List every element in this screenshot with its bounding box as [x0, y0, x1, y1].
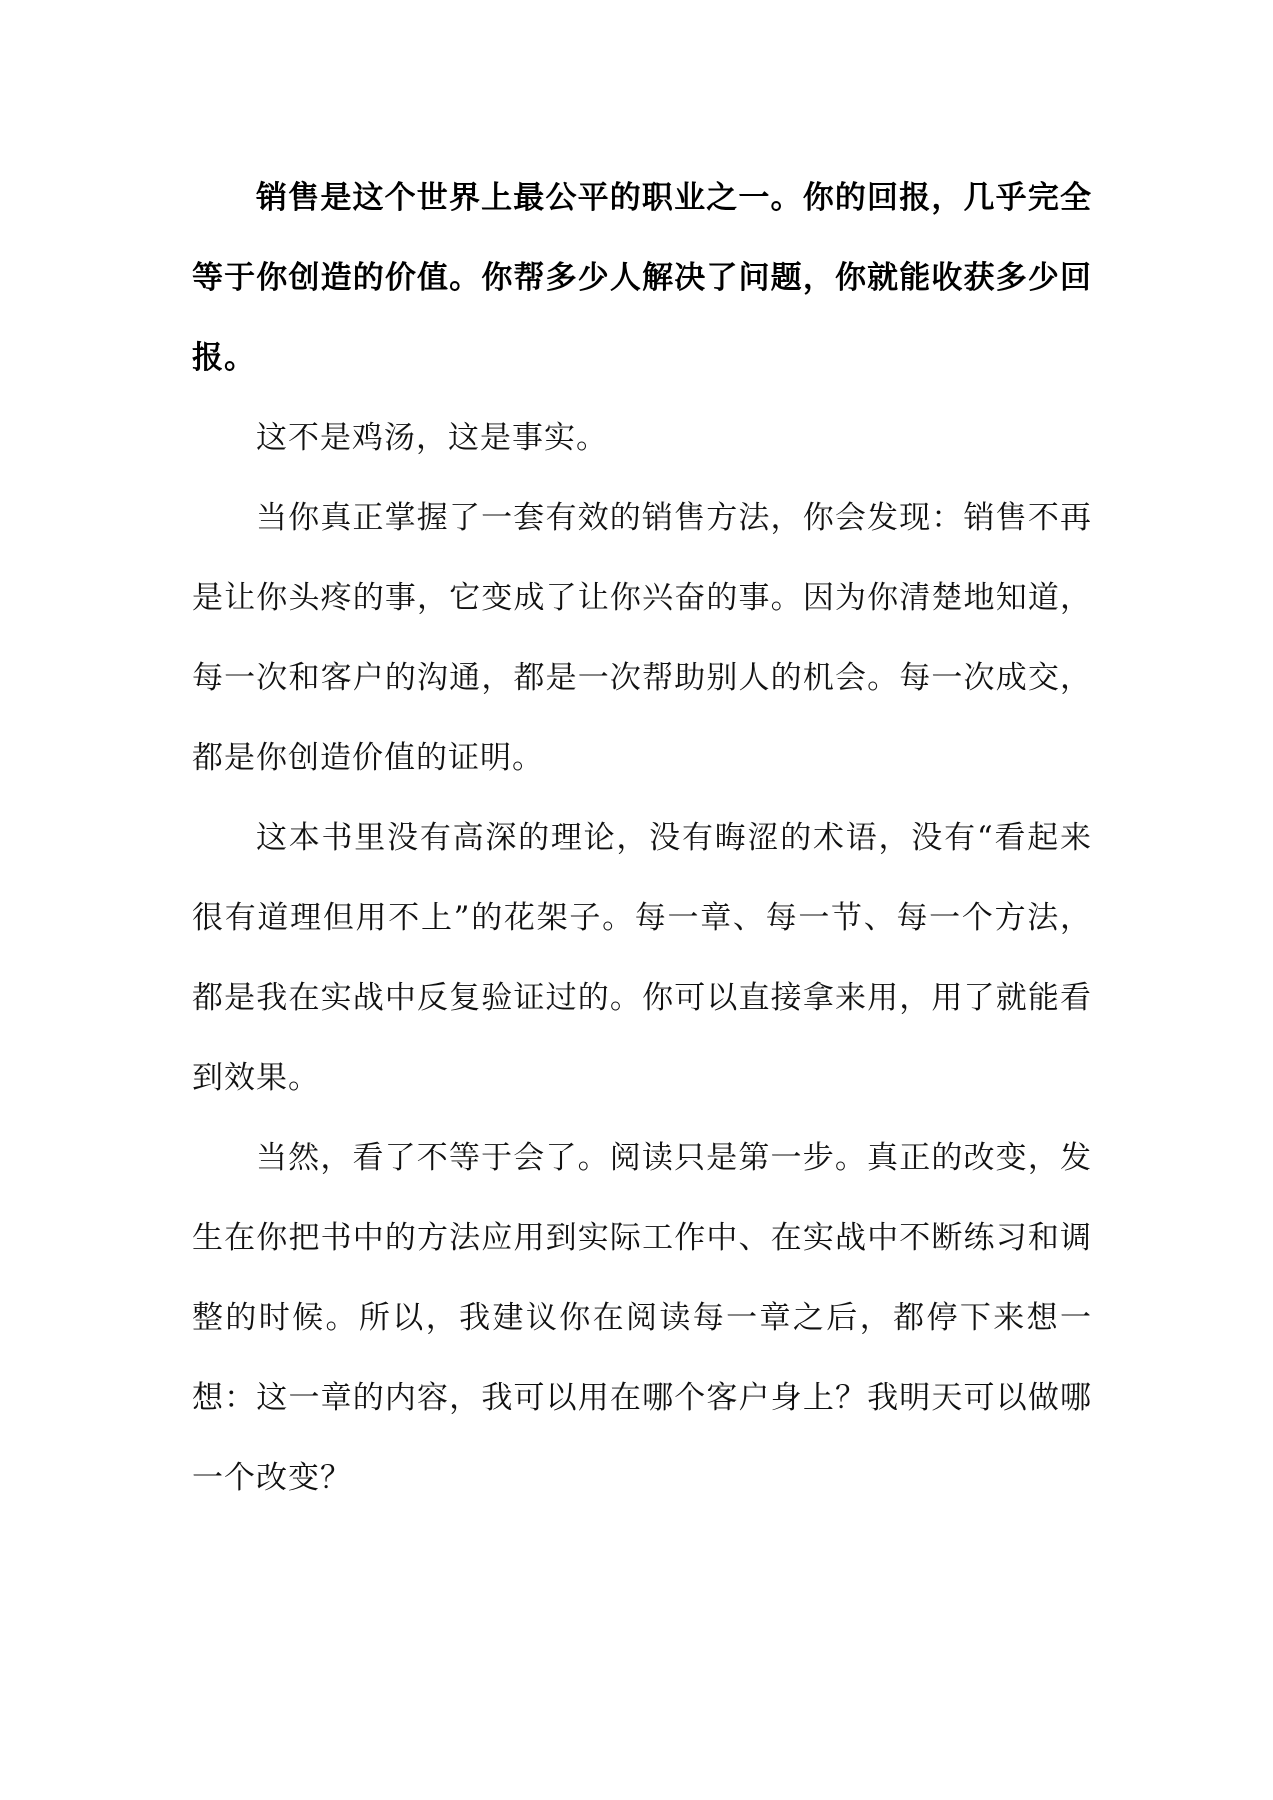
paragraph: 这不是鸡汤，这是事实。	[256, 420, 608, 456]
paragraph: 当你真正掌握了一套有效的销售方法，你会发现：销售不再是让你头疼的事，它变成了让你兴奋的事。因为你清楚地知道，每一次和客户的沟通，都是一次帮助别人的机会。每一次成交，都是你创造价值的证明。	[192, 500, 1092, 776]
paragraph: 这本书里没有高深的理论，没有晦涩的术语，没有“看起来很有道理但用不上”的花架子。每一章、每一节、每一个方法，都是我在实战中反复验证过的。你可以直接拿来用，用了就能看到效果。	[192, 820, 1092, 1096]
paragraph: 当然，看了不等于会了。阅读只是第一步。真正的改变，发生在你把书中的方法应用到实际工作中、在实战中不断练习和调整的时候。所以，我建议你在阅读每一章之后，都停下来想一想：这一章的内容，我可以用在哪个客户身上？我明天可以做哪一个改变？	[192, 1140, 1092, 1496]
paragraph-bold-intro: 销售是这个世界上最公平的职业之一。你的回报，几乎完全等于你创造的价值。你帮多少人解决了问题，你就能收获多少回报。	[192, 180, 1092, 376]
body-text	[192, 158, 1092, 1518]
